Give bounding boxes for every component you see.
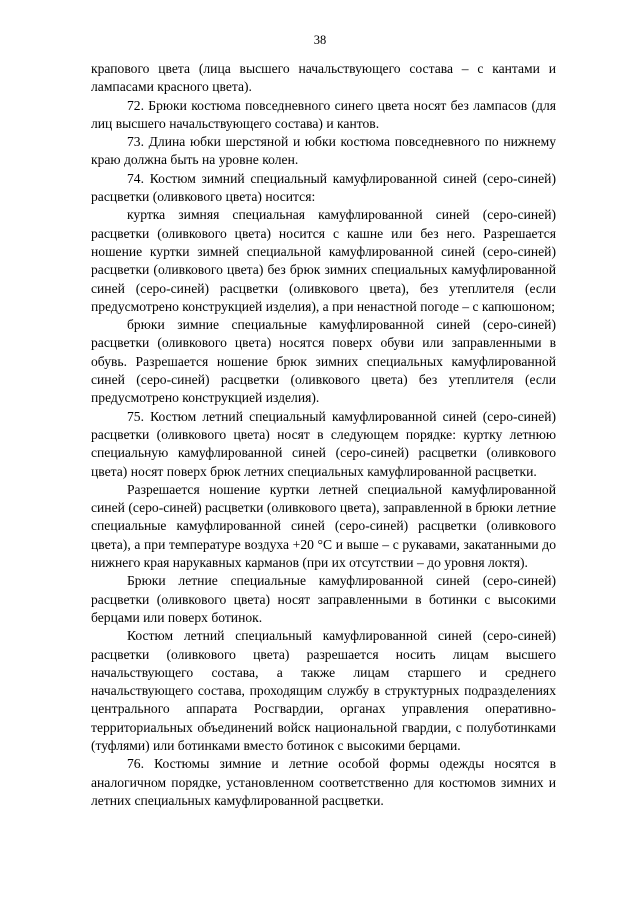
paragraph-continuation: крапового цвета (лица высшего начальствующего состава – с кантами и лампасами красного цвета). <box>91 61 556 95</box>
paragraph-winter-trousers: брюки зимние специальные камуфлированной синей (серо-синей) расцветки (оливкового цвета) носятся поверх обуви или заправленными в обувь. Разрешается ношение брюк зимних специальных камуфлированной синей (серо-синей) расцветки (оливкового цвета) без утеплителя (если предусмотрено конструкцией изделия). <box>91 317 556 406</box>
paragraph-summer-trousers: Брюки летние специальные камуфлированной синей (серо-синей) расцветки (оливкового цвета) носят заправленными в ботинки с высокими берцами или поверх ботинок. <box>91 573 556 625</box>
paragraph-item-74: 74. Костюм зимний специальный камуфлированной синей (серо-синей) расцветки (оливкового цвета) носится: <box>91 170 556 205</box>
paragraph-summer-suit-permission: Костюм летний специальный камуфлированной синей (серо-синей) расцветки (оливкового цвета) разрешается носить лицам высшего начальствующего состава, а также лицам старшего и среднего начальствующего состава, проходящим службу в структурных подразделениях центрального аппарата Росгвардии, органах управления оперативно-территориальных объединений войск национальной гвардии, с полуботинками (туфлями) или ботинками вместо ботинок с высокими берцами. <box>91 628 556 753</box>
paragraph-summer-jacket: Разрешается ношение куртки летней специальной камуфлированной синей (серо-синей) расцветки (оливкового цвета), заправленной в брюки летние специальные камуфлированной синей (серо-синей) расцветки (оливкового цвета), а при температуре воздуха +20 °С и выше – с рукавами, закатанными до нижнего края нарукавных карманов (при их отсутствии – до уровня локтя). <box>91 481 556 571</box>
document-body <box>91 60 556 810</box>
paragraph-item-73: 73. Длина юбки шерстяной и юбки костюма повседневного по нижнему краю должна быть на уровне колен. <box>91 134 556 168</box>
paragraph-item-76: 76. Костюмы зимние и летние особой формы одежды носятся в аналогичном порядке, установленном соответственно для костюмов зимних и летних специальных камуфлированной расцветки. <box>91 756 556 808</box>
page-number: 38 <box>313 33 327 47</box>
paragraph-winter-jacket: куртка зимняя специальная камуфлированной синей (серо-синей) расцветки (оливкового цвета) носится с кашне или без него. Разрешается ношение куртки зимней специальной камуфлированной синей (серо-синей) расцветки (оливкового цвета) без брюк зимних специальных камуфлированной синей (серо-синей) расцветки (оливкового цвета), без утеплителя (если предусмотрено конструкцией изделия), а при ненастной погоде – с капюшоном; <box>91 207 556 314</box>
paragraph-item-72: 72. Брюки костюма повседневного синего цвета носят без лампасов (для лиц высшего начальствующего состава) и кантов. <box>91 97 556 131</box>
paragraph-item-75: 75. Костюм летний специальный камуфлированной синей (серо-синей) расцветки (оливкового цвета) носят в следующем порядке: куртку летнюю специальную камуфлированной синей (серо-синей) расцветки (оливкового цвета) носят поверх брюк летних специальных камуфлированной расцветки. <box>91 408 556 479</box>
